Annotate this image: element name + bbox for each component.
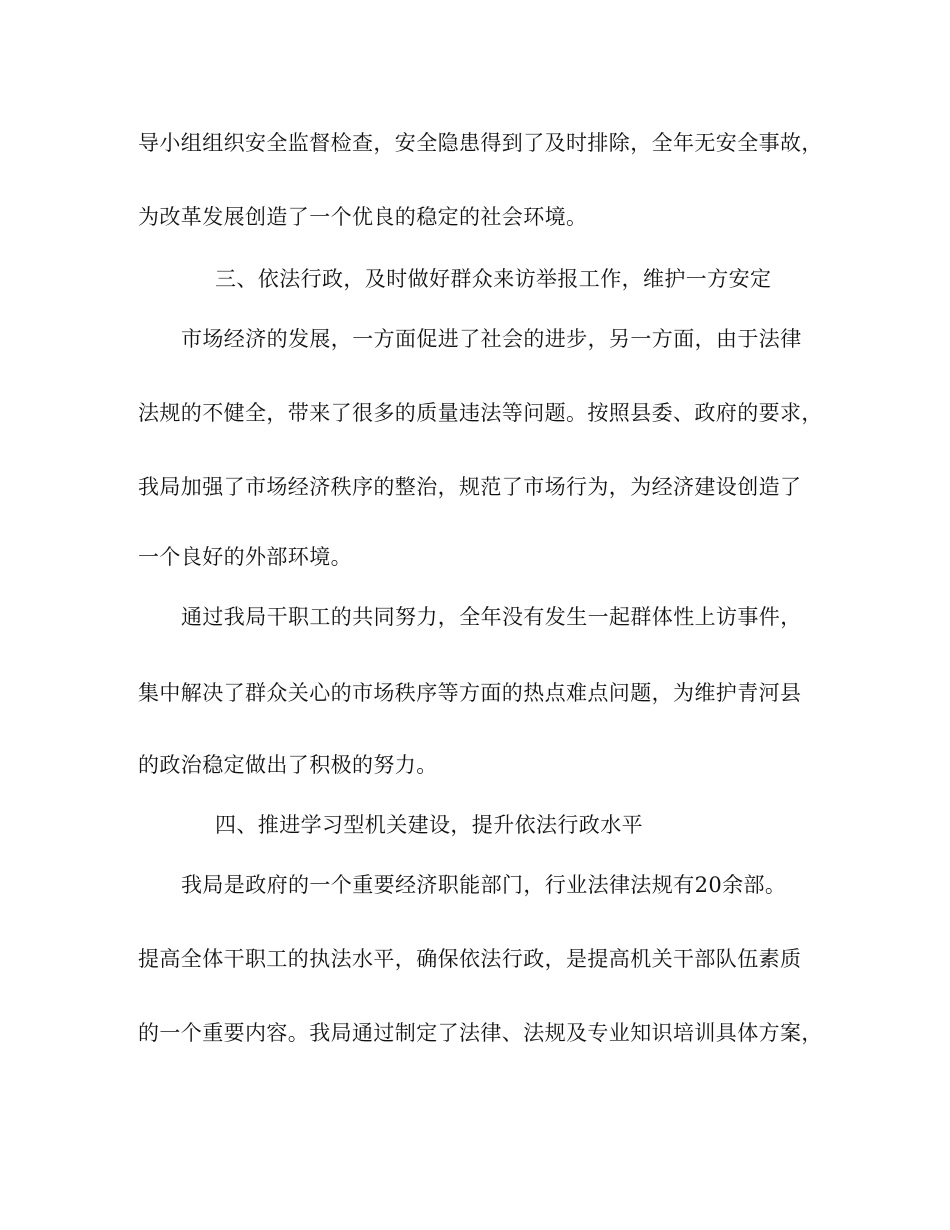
paragraph-line: 的政治稳定做出了积极的努力。 <box>138 753 438 777</box>
paragraph-line: 通过我局干职工的共同努力，全年没有发生一起群体性上访事件， <box>181 605 802 629</box>
paragraph-line: 法规的不健全，带来了很多的质量违法等问题。按照县委、政府的要求， <box>138 401 823 425</box>
paragraph-line: 导小组组织安全监督检查，安全隐患得到了及时排除，全年无安全事故， <box>138 131 823 155</box>
paragraph-line: 我局是政府的一个重要经济职能部门，行业法律法规有20余部。 <box>181 873 787 897</box>
paragraph-line: 集中解决了群众关心的市场秩序等方面的热点难点问题，为维护青河县 <box>138 681 802 705</box>
paragraph-line: 我局加强了市场经济秩序的整治，规范了市场行为，为经济建设创造了 <box>138 475 802 499</box>
paragraph-line: 提高全体干职工的执法水平，确保依法行政，是提高机关干部队伍素质 <box>138 947 802 971</box>
paragraph-line: 的一个重要内容。我局通过制定了法律、法规及专业知识培训具体方案， <box>138 1021 823 1045</box>
section-heading-4: 四、推进学习型机关建设，提升依法行政水平 <box>215 813 643 837</box>
paragraph-line: 为改革发展创造了一个优良的稳定的社会环境。 <box>138 205 588 229</box>
paragraph-line: 市场经济的发展，一方面促进了社会的进步，另一方面，由于法律 <box>181 327 802 351</box>
section-heading-3: 三、依法行政，及时做好群众来访举报工作，维护一方安定 <box>215 267 772 291</box>
paragraph-line: 一个良好的外部环境。 <box>138 545 352 569</box>
